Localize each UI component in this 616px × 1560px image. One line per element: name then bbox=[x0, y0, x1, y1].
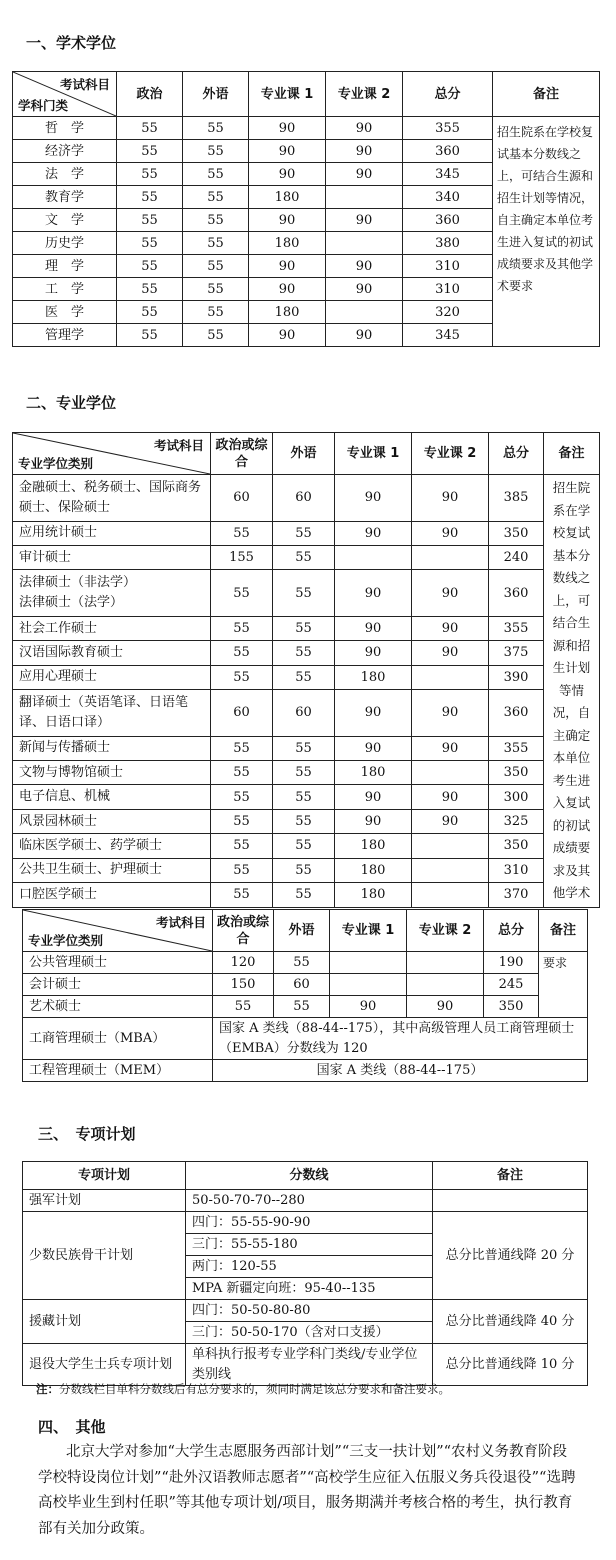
table-row bbox=[23, 1060, 588, 1082]
score-cell: 55 bbox=[273, 641, 335, 665]
academic-degree-table bbox=[12, 71, 600, 347]
score-cell: 325 bbox=[489, 809, 544, 833]
row-label: 应用心理硕士 bbox=[13, 665, 211, 689]
col-header: 总分 bbox=[489, 433, 544, 475]
table-header-row bbox=[23, 910, 588, 952]
score-cell: 345 bbox=[403, 163, 493, 186]
score-cell: 390 bbox=[489, 665, 544, 689]
score-cell: 375 bbox=[489, 641, 544, 665]
diag-top-label: 考试科目 bbox=[59, 77, 110, 92]
score-cell: 55 bbox=[117, 324, 183, 347]
score-cell: 180 bbox=[249, 232, 326, 255]
score-cell: 55 bbox=[273, 761, 335, 785]
score-cell: 55 bbox=[117, 232, 183, 255]
professional-degree-table-continued bbox=[22, 909, 588, 1082]
table-row bbox=[13, 834, 600, 858]
row-label: 风景园林硕士 bbox=[13, 809, 211, 833]
score-cell: 90 bbox=[326, 209, 403, 232]
score-cell: 180 bbox=[335, 882, 412, 907]
score-cell: 90 bbox=[407, 996, 484, 1018]
score-cell: 90 bbox=[249, 255, 326, 278]
score-cell: 355 bbox=[489, 736, 544, 760]
score-cell: 90 bbox=[412, 809, 489, 833]
score-cell: 180 bbox=[335, 761, 412, 785]
score-cell: 90 bbox=[335, 690, 412, 737]
score-cell: 50-50-70-70--280 bbox=[186, 1190, 433, 1212]
program-label: 强军计划 bbox=[23, 1190, 186, 1212]
col-header: 外语 bbox=[273, 433, 335, 475]
score-cell: 55 bbox=[273, 809, 335, 833]
table-row bbox=[13, 785, 600, 809]
row-label: 艺术硕士 bbox=[23, 996, 213, 1018]
score-cell: MPA 新疆定向班：95-40--135 bbox=[186, 1278, 433, 1300]
diag-top-label: 考试科目 bbox=[155, 915, 206, 930]
score-cell: 55 bbox=[211, 521, 273, 545]
row-label: 公共卫生硕士、护理硕士 bbox=[13, 858, 211, 882]
table-row bbox=[23, 1190, 588, 1212]
table-row bbox=[13, 690, 600, 737]
score-cell: 155 bbox=[211, 545, 273, 569]
score-cell: 310 bbox=[403, 278, 493, 301]
score-cell bbox=[412, 665, 489, 689]
score-cell: 55 bbox=[211, 665, 273, 689]
table-header-row bbox=[13, 433, 600, 475]
score-cell: 55 bbox=[211, 641, 273, 665]
score-cell: 120 bbox=[213, 952, 274, 974]
table-row bbox=[13, 665, 600, 689]
section4-title: 四、 其他 bbox=[38, 1418, 106, 1436]
score-cell: 55 bbox=[117, 301, 183, 324]
score-cell: 三门：55-55-180 bbox=[186, 1234, 433, 1256]
score-cell: 四门：55-55-90-90 bbox=[186, 1212, 433, 1234]
score-cell: 55 bbox=[273, 545, 335, 569]
score-cell: 90 bbox=[412, 570, 489, 617]
table-row bbox=[23, 1018, 588, 1060]
score-cell: 245 bbox=[484, 974, 539, 996]
score-cell: 55 bbox=[211, 809, 273, 833]
col-header: 政治或综合 bbox=[211, 433, 273, 475]
col-header: 备注 bbox=[433, 1162, 588, 1190]
score-cell: 90 bbox=[412, 736, 489, 760]
table-row bbox=[13, 545, 600, 569]
row-label: 法 学 bbox=[13, 163, 117, 186]
row-label: 汉语国际教育硕士 bbox=[13, 641, 211, 665]
diagonal-header-cell bbox=[13, 433, 211, 475]
col-header: 政治或综合 bbox=[213, 910, 274, 952]
table-row bbox=[13, 736, 600, 760]
table-row bbox=[13, 858, 600, 882]
score-cell: 55 bbox=[183, 117, 249, 140]
score-cell: 90 bbox=[249, 140, 326, 163]
score-cell: 380 bbox=[403, 232, 493, 255]
score-cell: 55 bbox=[117, 140, 183, 163]
score-cell bbox=[412, 882, 489, 907]
note-cell: 总分比普通线降 40 分 bbox=[433, 1300, 588, 1344]
score-cell: 55 bbox=[273, 882, 335, 907]
row-label: 工商管理硕士（MBA） bbox=[23, 1018, 213, 1060]
note-cell: 总分比普通线降 10 分 bbox=[433, 1344, 588, 1386]
section1-title: 一、学术学位 bbox=[26, 34, 117, 52]
table-header-row bbox=[13, 72, 600, 117]
row-label: 文 学 bbox=[13, 209, 117, 232]
table-row bbox=[13, 117, 600, 140]
col-header: 总分 bbox=[484, 910, 539, 952]
col-header: 专业课 1 bbox=[330, 910, 407, 952]
program-label: 援藏计划 bbox=[23, 1300, 186, 1344]
score-cell: 350 bbox=[489, 521, 544, 545]
score-cell: 55 bbox=[274, 952, 330, 974]
score-cell: 55 bbox=[273, 570, 335, 617]
col-header: 专项计划 bbox=[23, 1162, 186, 1190]
score-cell: 150 bbox=[213, 974, 274, 996]
score-cell: 90 bbox=[335, 616, 412, 640]
score-cell: 90 bbox=[249, 163, 326, 186]
score-cell: 55 bbox=[183, 324, 249, 347]
row-label: 新闻与传播硕士 bbox=[13, 736, 211, 760]
row-label: 教育学 bbox=[13, 186, 117, 209]
score-cell: 90 bbox=[326, 140, 403, 163]
row-label: 医 学 bbox=[13, 301, 117, 324]
score-cell: 90 bbox=[249, 117, 326, 140]
score-cell: 90 bbox=[335, 809, 412, 833]
table-header-row bbox=[23, 1162, 588, 1190]
score-cell: 55 bbox=[273, 616, 335, 640]
score-cell: 355 bbox=[403, 117, 493, 140]
row-label: 法律硕士（非法学） 法律硕士（法学） bbox=[13, 570, 211, 617]
row-label: 工程管理硕士（MEM） bbox=[23, 1060, 213, 1082]
score-cell: 55 bbox=[211, 785, 273, 809]
score-cell: 55 bbox=[274, 996, 330, 1018]
score-cell: 55 bbox=[117, 255, 183, 278]
table-row bbox=[23, 974, 588, 996]
score-cell: 320 bbox=[403, 301, 493, 324]
table-footnote bbox=[36, 1381, 450, 1397]
score-cell: 60 bbox=[211, 475, 273, 522]
score-cell: 350 bbox=[489, 834, 544, 858]
col-header: 专业课 2 bbox=[407, 910, 484, 952]
score-cell: 360 bbox=[403, 140, 493, 163]
score-cell: 180 bbox=[335, 834, 412, 858]
score-cell: 340 bbox=[403, 186, 493, 209]
score-cell: 180 bbox=[249, 186, 326, 209]
score-cell: 90 bbox=[330, 996, 407, 1018]
score-cell: 55 bbox=[117, 163, 183, 186]
row-label: 理 学 bbox=[13, 255, 117, 278]
table-row bbox=[23, 1212, 588, 1234]
score-cell: 90 bbox=[335, 475, 412, 522]
score-cell: 55 bbox=[117, 209, 183, 232]
col-header: 备注 bbox=[539, 910, 588, 952]
row-label: 经济学 bbox=[13, 140, 117, 163]
diag-bottom-label: 专业学位类别 bbox=[18, 456, 94, 471]
note-cell: 总分比普通线降 20 分 bbox=[433, 1212, 588, 1300]
table-row bbox=[23, 996, 588, 1018]
score-cell: 350 bbox=[489, 761, 544, 785]
row-label: 会计硕士 bbox=[23, 974, 213, 996]
score-cell: 三门：50-50-170（含对口支援） bbox=[186, 1322, 433, 1344]
professional-degree-table bbox=[12, 432, 600, 908]
score-cell: 55 bbox=[273, 858, 335, 882]
score-cell: 55 bbox=[273, 785, 335, 809]
special-program-table bbox=[22, 1161, 588, 1386]
score-cell: 90 bbox=[335, 521, 412, 545]
score-cell: 90 bbox=[412, 616, 489, 640]
score-cell: 90 bbox=[326, 324, 403, 347]
table-row bbox=[13, 616, 600, 640]
score-cell: 90 bbox=[412, 641, 489, 665]
col-header: 专业课 1 bbox=[335, 433, 412, 475]
row-label: 社会工作硕士 bbox=[13, 616, 211, 640]
col-header: 专业课 2 bbox=[326, 72, 403, 117]
row-label: 翻译硕士（英语笔译、日语笔译、日语口译） bbox=[13, 690, 211, 737]
score-cell: 90 bbox=[335, 785, 412, 809]
score-cell: 350 bbox=[484, 996, 539, 1018]
score-cell: 90 bbox=[326, 163, 403, 186]
score-cell: 360 bbox=[489, 690, 544, 737]
score-cell: 360 bbox=[403, 209, 493, 232]
score-cell: 90 bbox=[412, 475, 489, 522]
col-header: 备注 bbox=[493, 72, 600, 117]
score-cell bbox=[326, 301, 403, 324]
score-cell bbox=[326, 186, 403, 209]
col-header: 专业课 2 bbox=[412, 433, 489, 475]
score-cell bbox=[412, 761, 489, 785]
score-cell: 55 bbox=[273, 521, 335, 545]
score-cell bbox=[330, 974, 407, 996]
score-cell: 60 bbox=[211, 690, 273, 737]
score-cell: 单科执行报考专业学科门类线/专业学位类别线 bbox=[186, 1344, 433, 1386]
score-cell: 90 bbox=[326, 255, 403, 278]
score-cell: 55 bbox=[117, 278, 183, 301]
score-cell bbox=[335, 545, 412, 569]
score-cell: 55 bbox=[211, 570, 273, 617]
program-label: 退役大学生士兵专项计划 bbox=[23, 1344, 186, 1386]
mba-score-cell: 国家 A 类线（88-44--175），其中高级管理人员工商管理硕士（EMBA）分数线为 120 bbox=[213, 1018, 588, 1060]
score-cell bbox=[412, 834, 489, 858]
col-header: 政治 bbox=[117, 72, 183, 117]
table-row bbox=[13, 882, 600, 907]
score-cell: 90 bbox=[249, 278, 326, 301]
score-cell: 55 bbox=[183, 186, 249, 209]
section3-title: 三、 专项计划 bbox=[38, 1125, 136, 1143]
score-cell: 90 bbox=[326, 117, 403, 140]
col-header: 备注 bbox=[544, 433, 600, 475]
diag-bottom-label: 学科门类 bbox=[18, 98, 69, 113]
score-cell: 55 bbox=[273, 665, 335, 689]
score-cell: 190 bbox=[484, 952, 539, 974]
score-cell: 55 bbox=[211, 616, 273, 640]
score-cell bbox=[407, 974, 484, 996]
score-cell: 55 bbox=[183, 255, 249, 278]
table-row bbox=[13, 761, 600, 785]
score-cell: 90 bbox=[249, 324, 326, 347]
mem-score-cell: 国家 A 类线（88-44--175） bbox=[213, 1060, 588, 1082]
row-label: 审计硕士 bbox=[13, 545, 211, 569]
paragraph-text: 北京大学对参加“大学生志愿服务西部计划”“三支一扶计划”“农村义务教育阶段学校特设岗位计划”“赴外汉语教师志愿者”“高校学生应征入伍服义务兵役退役”“选聘高校毕业生到村任职”等其他专项计划/项目，服务期满并考核合格的考生，执行教育部有关加分政策。 bbox=[38, 1444, 576, 1537]
row-label: 金融硕士、税务硕士、国际商务硕士、保险硕士 bbox=[13, 475, 211, 522]
col-header: 外语 bbox=[274, 910, 330, 952]
footnote-label: 注： bbox=[36, 1382, 59, 1396]
note-cell: 招生院系在学校复试基本分数线之上，可结合生源和招生计划等情况，自主确定本单位考生进入复试的初试成绩要求及其他学术要求 bbox=[493, 117, 600, 347]
table-row bbox=[23, 1344, 588, 1386]
diagonal-header-cell bbox=[13, 72, 117, 117]
other-policy-paragraph bbox=[38, 1440, 578, 1542]
score-cell: 355 bbox=[489, 616, 544, 640]
row-label: 文物与博物馆硕士 bbox=[13, 761, 211, 785]
row-label: 历史学 bbox=[13, 232, 117, 255]
score-cell: 55 bbox=[211, 882, 273, 907]
row-label: 口腔医学硕士 bbox=[13, 882, 211, 907]
score-cell: 55 bbox=[183, 278, 249, 301]
score-cell: 60 bbox=[273, 475, 335, 522]
score-cell: 55 bbox=[211, 761, 273, 785]
score-cell: 55 bbox=[117, 186, 183, 209]
diag-bottom-label: 专业学位类别 bbox=[28, 933, 104, 948]
score-cell: 370 bbox=[489, 882, 544, 907]
col-header: 总分 bbox=[403, 72, 493, 117]
program-label: 少数民族骨干计划 bbox=[23, 1212, 186, 1300]
score-cell: 90 bbox=[335, 641, 412, 665]
score-cell: 55 bbox=[211, 858, 273, 882]
footnote-text: 分数线栏目单科分数线后有总分要求的，须同时满足该总分要求和备注要求。 bbox=[59, 1382, 450, 1396]
score-cell: 55 bbox=[183, 301, 249, 324]
score-cell: 310 bbox=[489, 858, 544, 882]
note-cell bbox=[433, 1190, 588, 1212]
score-cell: 90 bbox=[326, 278, 403, 301]
score-cell: 四门：50-50-80-80 bbox=[186, 1300, 433, 1322]
score-cell: 90 bbox=[412, 521, 489, 545]
score-cell: 55 bbox=[183, 140, 249, 163]
score-cell: 60 bbox=[273, 690, 335, 737]
score-cell: 两门：120-55 bbox=[186, 1256, 433, 1278]
score-cell: 180 bbox=[335, 665, 412, 689]
table-row bbox=[23, 1300, 588, 1322]
row-label: 应用统计硕士 bbox=[13, 521, 211, 545]
score-cell: 55 bbox=[273, 834, 335, 858]
row-label: 电子信息、机械 bbox=[13, 785, 211, 809]
table-row bbox=[13, 521, 600, 545]
diagonal-header-cell bbox=[23, 910, 213, 952]
row-label: 临床医学硕士、药学硕士 bbox=[13, 834, 211, 858]
score-cell: 55 bbox=[117, 117, 183, 140]
table-row bbox=[13, 641, 600, 665]
score-cell: 55 bbox=[213, 996, 274, 1018]
table-row bbox=[23, 952, 588, 974]
col-header: 专业课 1 bbox=[249, 72, 326, 117]
score-cell: 180 bbox=[335, 858, 412, 882]
score-cell: 90 bbox=[412, 785, 489, 809]
score-cell: 90 bbox=[335, 736, 412, 760]
score-cell bbox=[326, 232, 403, 255]
score-cell: 180 bbox=[249, 301, 326, 324]
score-cell: 360 bbox=[489, 570, 544, 617]
score-cell bbox=[412, 858, 489, 882]
diag-top-label: 考试科目 bbox=[153, 438, 204, 453]
score-cell: 55 bbox=[211, 834, 273, 858]
table-row bbox=[13, 570, 600, 617]
score-cell bbox=[412, 545, 489, 569]
score-cell: 90 bbox=[412, 690, 489, 737]
score-cell: 55 bbox=[183, 209, 249, 232]
score-cell: 300 bbox=[489, 785, 544, 809]
score-cell: 240 bbox=[489, 545, 544, 569]
row-label: 工 学 bbox=[13, 278, 117, 301]
score-cell: 345 bbox=[403, 324, 493, 347]
table-row bbox=[13, 809, 600, 833]
score-cell bbox=[330, 952, 407, 974]
col-header: 分数线 bbox=[186, 1162, 433, 1190]
row-label: 管理学 bbox=[13, 324, 117, 347]
score-cell: 60 bbox=[274, 974, 330, 996]
row-label: 公共管理硕士 bbox=[23, 952, 213, 974]
score-cell: 385 bbox=[489, 475, 544, 522]
score-cell bbox=[407, 952, 484, 974]
section2-title: 二、专业学位 bbox=[26, 394, 117, 412]
score-cell: 55 bbox=[211, 736, 273, 760]
score-cell: 90 bbox=[335, 570, 412, 617]
note-cell: 要求 bbox=[539, 952, 588, 1018]
score-cell: 90 bbox=[249, 209, 326, 232]
col-header: 外语 bbox=[183, 72, 249, 117]
row-label: 哲 学 bbox=[13, 117, 117, 140]
score-cell: 55 bbox=[273, 736, 335, 760]
score-cell: 55 bbox=[183, 163, 249, 186]
note-cell: 招生院系在学校复试基本分数线之上，可结合生源和招生计划等情况，自主确定本单位考生进入复试的初试成绩要求及其他学术 bbox=[544, 475, 600, 908]
table-row bbox=[13, 475, 600, 522]
score-cell: 310 bbox=[403, 255, 493, 278]
score-cell: 55 bbox=[183, 232, 249, 255]
